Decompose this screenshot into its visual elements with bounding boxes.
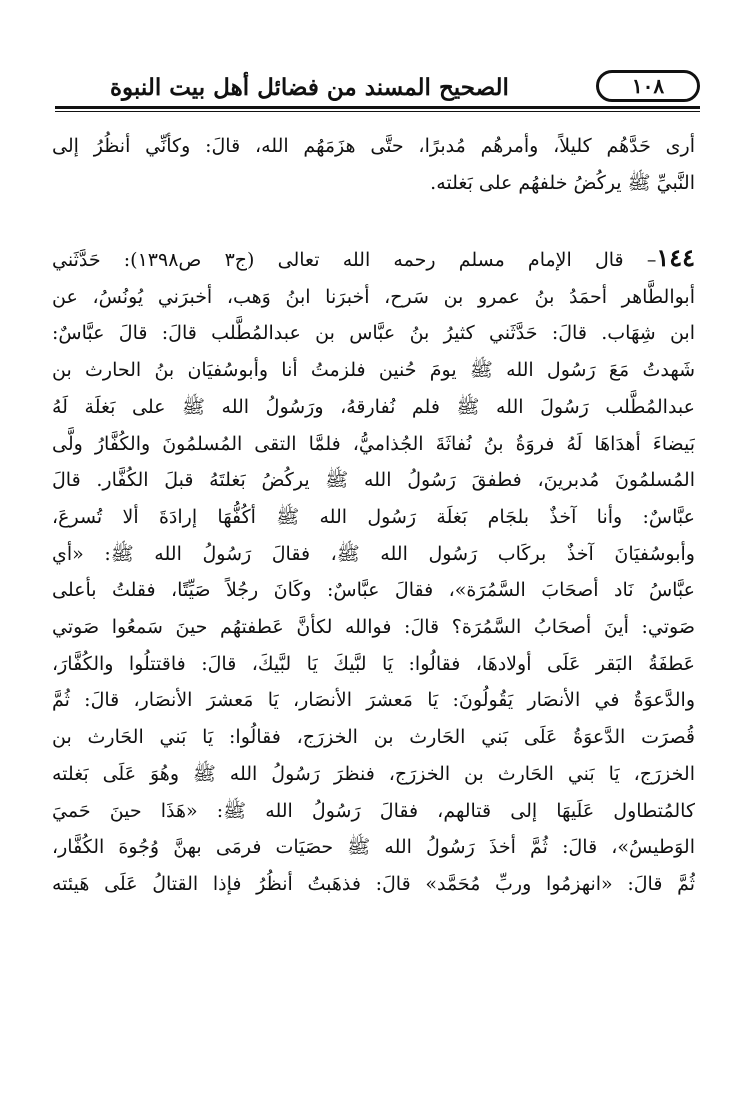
hadith-paragraph <box>52 240 695 903</box>
text-line: ثُمَّ قالَ: «انهزمُوا وربِّ مُحَمَّد» قالَ: فذهَبتُ أنظُرُ فإذا القتالُ عَلَى هَيئته <box>52 872 695 895</box>
text-line: عبَّاسُ نَاد أصحَابَ السَّمُرَة»، فقالَ عبَّاسٌ: وكَانَ رجُلاً صَيِّتًا، فقلتُ بأعلى <box>52 579 695 602</box>
text-line: عبدالمُطَّلب رَسُولَ الله ﷺ فلم نُفارقهُ، ورَسُولُ الله ﷺ على بَغلَة لَهُ <box>52 395 695 418</box>
text-line: المُسلمُونَ مُدبرينَ، فطفقَ رَسُولُ الله ﷺ يركُضُ بَغلتَهُ قبلَ الكُفَّار. قالَ <box>52 469 695 492</box>
text-line: عَطفَةُ البَقر عَلَى أولادهَا، فقالُوا: يَا لبَّيكَ يَا لبَّيكَ، قالَ: فاقتتلُوا والكُفَّارَ، <box>52 652 695 675</box>
text-line: وأبوسُفيَانَ آخذٌ بركَاب رَسُول الله ﷺ، فقالَ رَسُولُ الله ﷺ: «أي <box>52 542 695 565</box>
hadith-first-line: – قال الإمام مسلم رحمه الله تعالى (ج٣ ص١٣٩٨): حَدَّثَني <box>52 249 657 271</box>
intro-paragraph <box>52 128 695 201</box>
text-line: قُصرَت الدَّعوَةُ عَلَى بَني الحَارث بن الخزرَج، فقالُوا: يَا بَني الحَارث بن <box>52 726 695 749</box>
page-number: ١٠٨ <box>631 74 665 98</box>
header-title: الصحيح المسند من فضائل أهل بيت النبوة <box>110 74 509 101</box>
text-line: عبَّاسٌ: وأنا آخذٌ بلجَام بَغلَة رَسُول الله ﷺ أكُفُّهَا إرادَةَ ألا تُسرعَ، <box>52 505 695 528</box>
text-line: كالمُتطاول عَلَيهَا إلى قتالهم، فقالَ رَسُولُ الله ﷺ: «هَذَا حينَ حَميَ <box>52 799 695 822</box>
text-line: بَيضاءَ أهدَاهَا لَهُ فروَةُ بنُ نُفاثَةَ الجُذاميُّ، فلمَّا التقى المُسلمُونَ والكُفَّارُ ولَّى <box>52 432 695 455</box>
text-line: الخزرَج، يَا بَني الحَارث بن الخزرَج، فنظرَ رَسُولُ الله ﷺ وهُوَ عَلَى بَغلته <box>52 762 695 785</box>
text-line: شَهدتُ مَعَ رَسُول الله ﷺ يومَ حُنين فلزمتُ أنا وأبوسُفيَان بنُ الحارث بن <box>52 359 695 382</box>
header-divider <box>55 106 700 109</box>
hadith-number: ١٤٤ <box>656 243 695 272</box>
page-header <box>55 70 700 114</box>
text-line: صَوتي: أينَ أصحَابُ السَّمُرَة؟ قالَ: فوالله لكأنَّ عَطفتهُم حينَ سَمعُوا صَوتي <box>52 616 695 639</box>
text-line <box>52 240 695 279</box>
text-line: الوَطيسُ»، قالَ: ثُمَّ أخذَ رَسُولُ الله ﷺ حصَيَات فرمَى بهنَّ وُجُوهَ الكُفَّار، <box>52 836 695 859</box>
text-line: ابن شِهَاب. قالَ: حَدَّثَني كثيرُ بنُ عبَّاس بن عبدالمُطَّلب قالَ: قالَ عبَّاسٌ: <box>52 322 695 345</box>
text-line: أبوالطَّاهر أحمَدُ بنُ عمرو بن سَرح، أخبرَنا ابنُ وَهب، أخبرَني يُونُسُ، عن <box>52 285 695 308</box>
text-line: والدَّعوَةُ في الأنصَار يَقُولُونَ: يَا مَعشرَ الأنصَار، يَا مَعشرَ الأنصَار، قالَ: ثُمَّ <box>52 689 695 712</box>
header-divider-thin <box>55 111 700 112</box>
text-line: أرى حَدَّهُم كليلاً، وأمرهُم مُدبرًا، حتَّى هزَمَهُم الله، قالَ: وكأنِّي أنظُرُ إلى <box>52 135 695 157</box>
text-line: النَّبيِّ ﷺ يركُضُ خلفهُم على بَغلته. <box>430 171 695 194</box>
page-number-badge <box>596 70 700 102</box>
